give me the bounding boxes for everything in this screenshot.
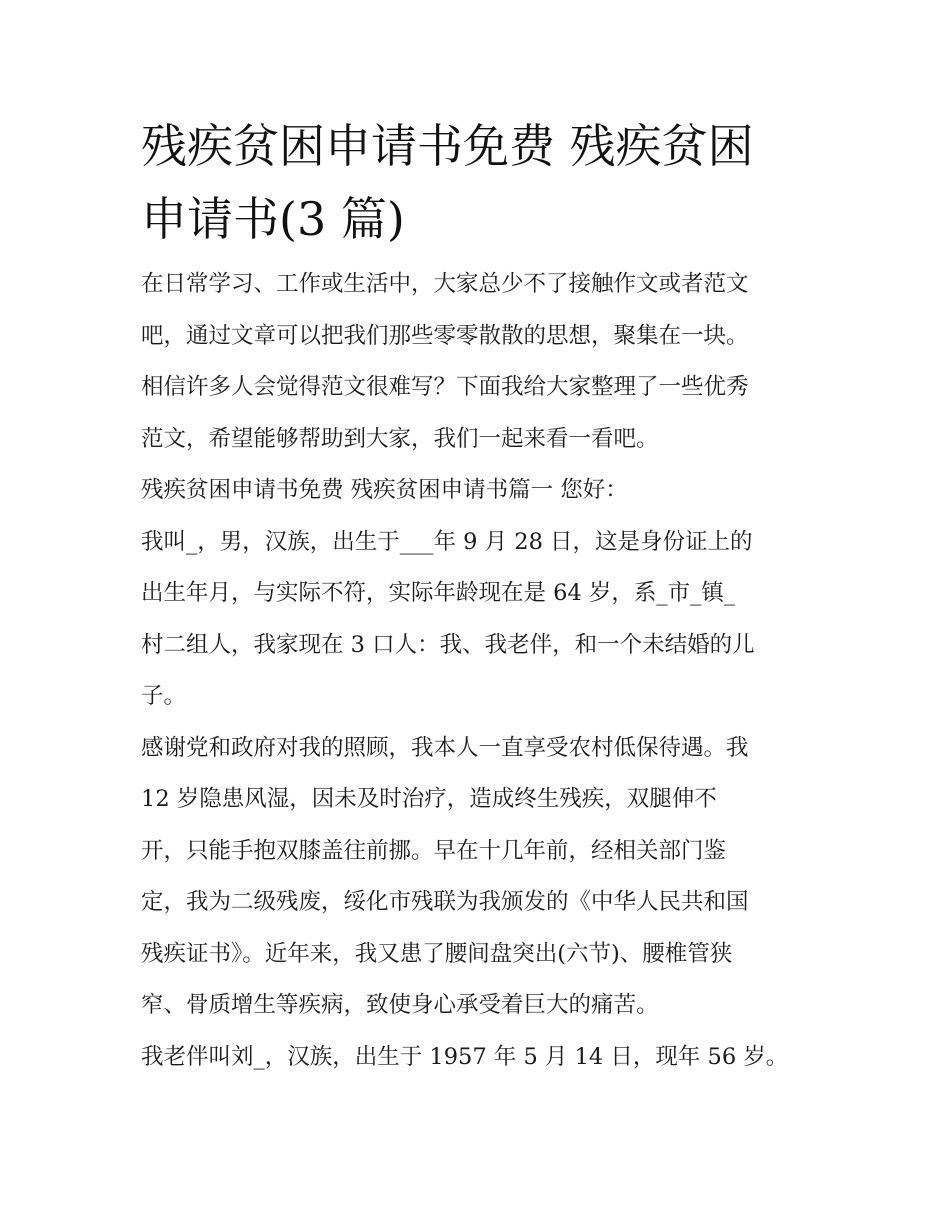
title-line: 申请书(3 篇) [141,192,405,246]
body-text-line: 我叫_，男，汉族，出生于___年 9 月 28 日，这是身份证上的 [141,528,753,555]
body-text-line: 相信许多人会觉得范文很难写？下面我给大家整理了一些优秀 [141,374,749,400]
body-text-line: 出生年月，与实际不符，实际年龄现在是 64 岁，系_市_镇_ [141,580,736,606]
body-text-line: 定，我为二级残废，绥化市残联为我颁发的《中华人民共和国 [141,889,749,915]
body-text-line: 12 岁隐患风湿，因未及时治疗，造成终生残疾，双腿伸不 [141,786,717,812]
body-text-line: 子。 [141,683,187,709]
body-text-line: 窄、骨质增生等疾病，致使身心承受着巨大的痛苦。 [141,992,659,1018]
body-text-line: 村二组人，我家现在 3 口人：我、我老伴，和一个未结婚的儿 [141,631,755,658]
document-title [141,110,813,256]
section-heading-line: 残疾贫困申请书免费 残疾贫困申请书篇一 您好： [141,477,628,503]
body-text-line: 残疾证书》。近年来，我又患了腰间盘突出(六节)、腰椎管狭 [141,940,733,967]
document-body [141,259,813,1083]
document-content [141,110,813,1083]
body-text-line: 我老伴叫刘_，汉族，出生于 1957 年 5 月 14 日，现年 56 岁。 [141,1043,789,1070]
body-text-line: 在日常学习、工作或生活中，大家总少不了接触作文或者范文 [141,271,749,297]
body-text-line: 开，只能手抱双膝盖往前挪。早在十几年前，经相关部门鉴 [141,837,727,864]
body-text-line: 范文，希望能够帮助到大家，我们一起来看一看吧。 [141,425,659,452]
title-line: 残疾贫困申请书免费 残疾贫困 [141,119,754,173]
body-text-line: 感谢党和政府对我的照顾，我本人一直享受农村低保待遇。我 [141,734,749,761]
body-text-line: 吧，通过文章可以把我们那些零零散散的思想，聚集在一块。 [141,322,749,349]
